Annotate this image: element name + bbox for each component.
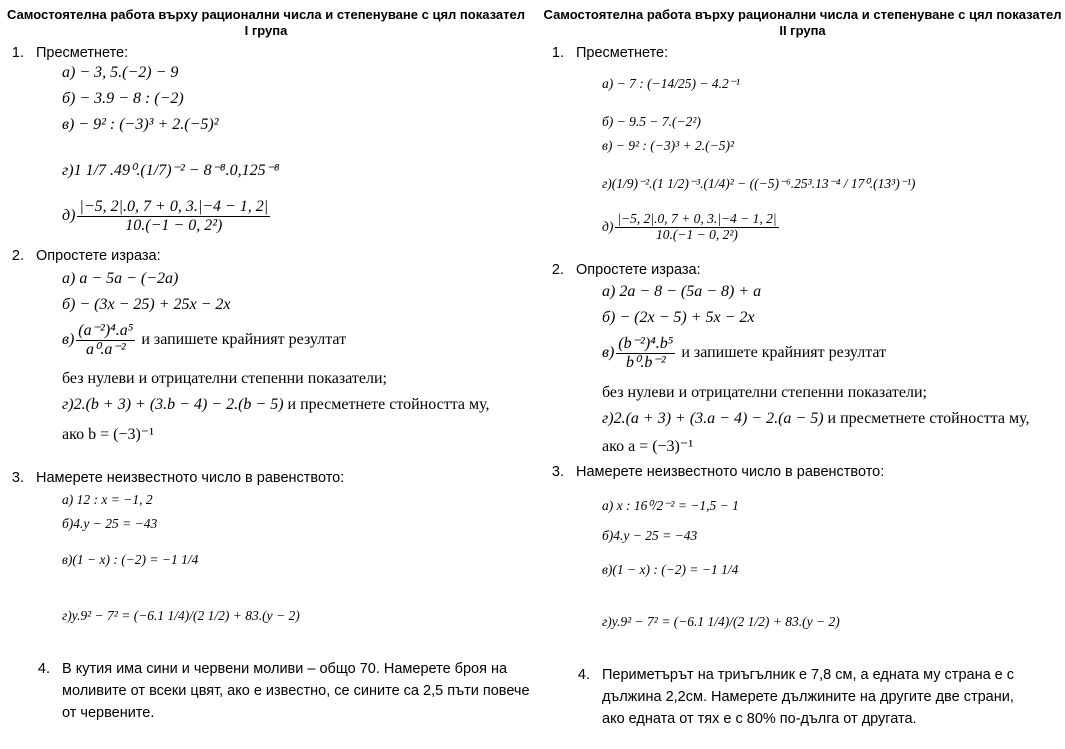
fraction: $\frac{|-5, 2|.0, 7 + 0, 3.|-4 - 1, 2|}{\text{10.(−1 − 0, 2²)}}$ <box>617 211 777 242</box>
question-2-item-c-continued: без нулеви и отрицателни степенни показатели; <box>602 384 927 401</box>
fraction: $\frac{\text{(b⁻²)⁴.b⁵}}{\text{b⁰.b⁻²}}$ <box>618 335 674 371</box>
worksheet-title: Самостоятелна работа върху рационални числа и степенуване с цял показател II група <box>540 7 1065 39</box>
question-1-item-b: б) − 3.9 − 8 : (−2) <box>62 90 184 107</box>
question-2-item-d: г)2.(a + 3) + (3.a − 4) − 2.(a − 5) и пресметнете стойността му, <box>602 410 1030 427</box>
question-2-item-d-continued: ако a = (−3)⁻¹ <box>602 438 694 455</box>
question-1-item-d: г)(1/9)⁻².(1 1/2)⁻³.(1/4)² − ((−5)⁻⁶.25³.13⁻⁴ / 17⁰.(13³)⁻¹) <box>602 176 916 191</box>
worksheet-title: Самостоятелна работа върху рационални числа и степенуване с цял показател I група <box>0 7 532 39</box>
question-3-item-a: а) x : 16⁰/2⁻² = −1,5 − 1 <box>602 498 739 513</box>
question-2-item-b: б) − (2x − 5) + 5x − 2x <box>602 309 755 326</box>
group-label: II група <box>779 23 826 38</box>
question-2-item-d-continued: ако b = (−3)⁻¹ <box>62 426 155 443</box>
question-3-item-c: в)(1 − x) : (−2) = −1 1/4 <box>602 562 739 577</box>
question-1-item-d: г)1 1/7 .49⁰.(1/7)⁻² − 8⁻⁸.0,125⁻⁸ <box>62 162 280 179</box>
question-2-item-c-continued: без нулеви и отрицателни степенни показатели; <box>62 370 387 387</box>
question-2-item-a: а) 2a − 8 − (5a − 8) + a <box>602 283 762 300</box>
question-2: 2. Опростете израза: <box>11 248 161 264</box>
question-3-item-b: б)4.y − 25 = −43 <box>62 516 158 531</box>
question-2-item-d: г)2.(b + 3) + (3.b − 4) − 2.(b − 5) и пресметнете стойността му, <box>62 396 490 413</box>
question-3: 3. Намерете неизвестното число в равенството: <box>11 470 345 486</box>
group-1-column <box>0 0 532 749</box>
question-3-item-d: г)y.9² − 7² = (−6.1 1/4)/(2 1/2) + 83.(y − 2) <box>62 608 300 623</box>
question-1-item-c: в) − 9² : (−3)³ + 2.(−5)² <box>62 116 219 133</box>
question-2-item-c: в) $\frac{\text{(b⁻²)⁴.b⁵}}{\text{b⁰.b⁻²}}$ и запишете крайният резултат <box>602 335 887 371</box>
question-1-item-c: в) − 9² : (−3)³ + 2.(−5)² <box>602 138 735 153</box>
question-3: 3. Намерете неизвестното число в равенството: <box>551 464 885 480</box>
question-1-item-a: а) − 3, 5.(−2) − 9 <box>62 64 179 81</box>
question-1: 1. Пресметнете: <box>11 45 129 61</box>
question-3-item-a: а) 12 : x = −1, 2 <box>62 492 153 507</box>
group-label: I група <box>244 23 288 38</box>
question-1-item-b: б) − 9.5 − 7.(−2²) <box>602 114 701 129</box>
question-2-item-b: б) − (3x − 25) + 25x − 2x <box>62 296 231 313</box>
question-1-item-a: а) − 7 : (−14/25) − 4.2⁻¹ <box>602 76 740 91</box>
question-3-item-b: б)4.y − 25 = −43 <box>602 528 698 543</box>
fraction: $\frac{|-5, 2|.0, 7 + 0, 3.|-4 - 1, 2|}{\text{10.(−1 − 0, 2²)}}$ <box>79 198 269 234</box>
question-1-item-e: д) $\frac{|-5, 2|.0, 7 + 0, 3.|-4 - 1, 2|}{\text{10.(−1 − 0, 2²)}}$ <box>62 198 269 234</box>
fraction: $\frac{\text{(a⁻²)⁴.a⁵}}{\text{a⁰.a⁻²}}$ <box>78 322 134 358</box>
question-3-item-c: в)(1 − x) : (−2) = −1 1/4 <box>62 552 199 567</box>
question-3-item-d: г)y.9² − 7² = (−6.1 1/4)/(2 1/2) + 83.(y − 2) <box>602 614 840 629</box>
group-2-column <box>540 0 1065 749</box>
question-1-item-e: д) $\frac{|-5, 2|.0, 7 + 0, 3.|-4 - 1, 2|}{\text{10.(−1 − 0, 2²)}}$ <box>602 211 777 242</box>
question-2: 2. Опростете израза: <box>551 262 701 278</box>
question-4: 4. Периметърът на триъгълник е 7,8 см, а едната му страна е с дължина 2,2см. Намерете дължините на другите две страни, ако едната от тях е с 80% по-дълга от другата. <box>577 667 1015 727</box>
question-1: 1. Пресметнете: <box>551 45 669 61</box>
question-2-item-c: в) $\frac{\text{(a⁻²)⁴.a⁵}}{\text{a⁰.a⁻²}}$ и запишете крайният резултат <box>62 322 347 358</box>
question-2-item-a: а) a − 5a − (−2a) <box>62 270 179 287</box>
question-4: 4. В кутия има сини и червени моливи – общо 70. Намерете броя на моливите от всеки цвят, ако е известно, се сините са 2,5 пъти повече от червените. <box>37 661 530 721</box>
